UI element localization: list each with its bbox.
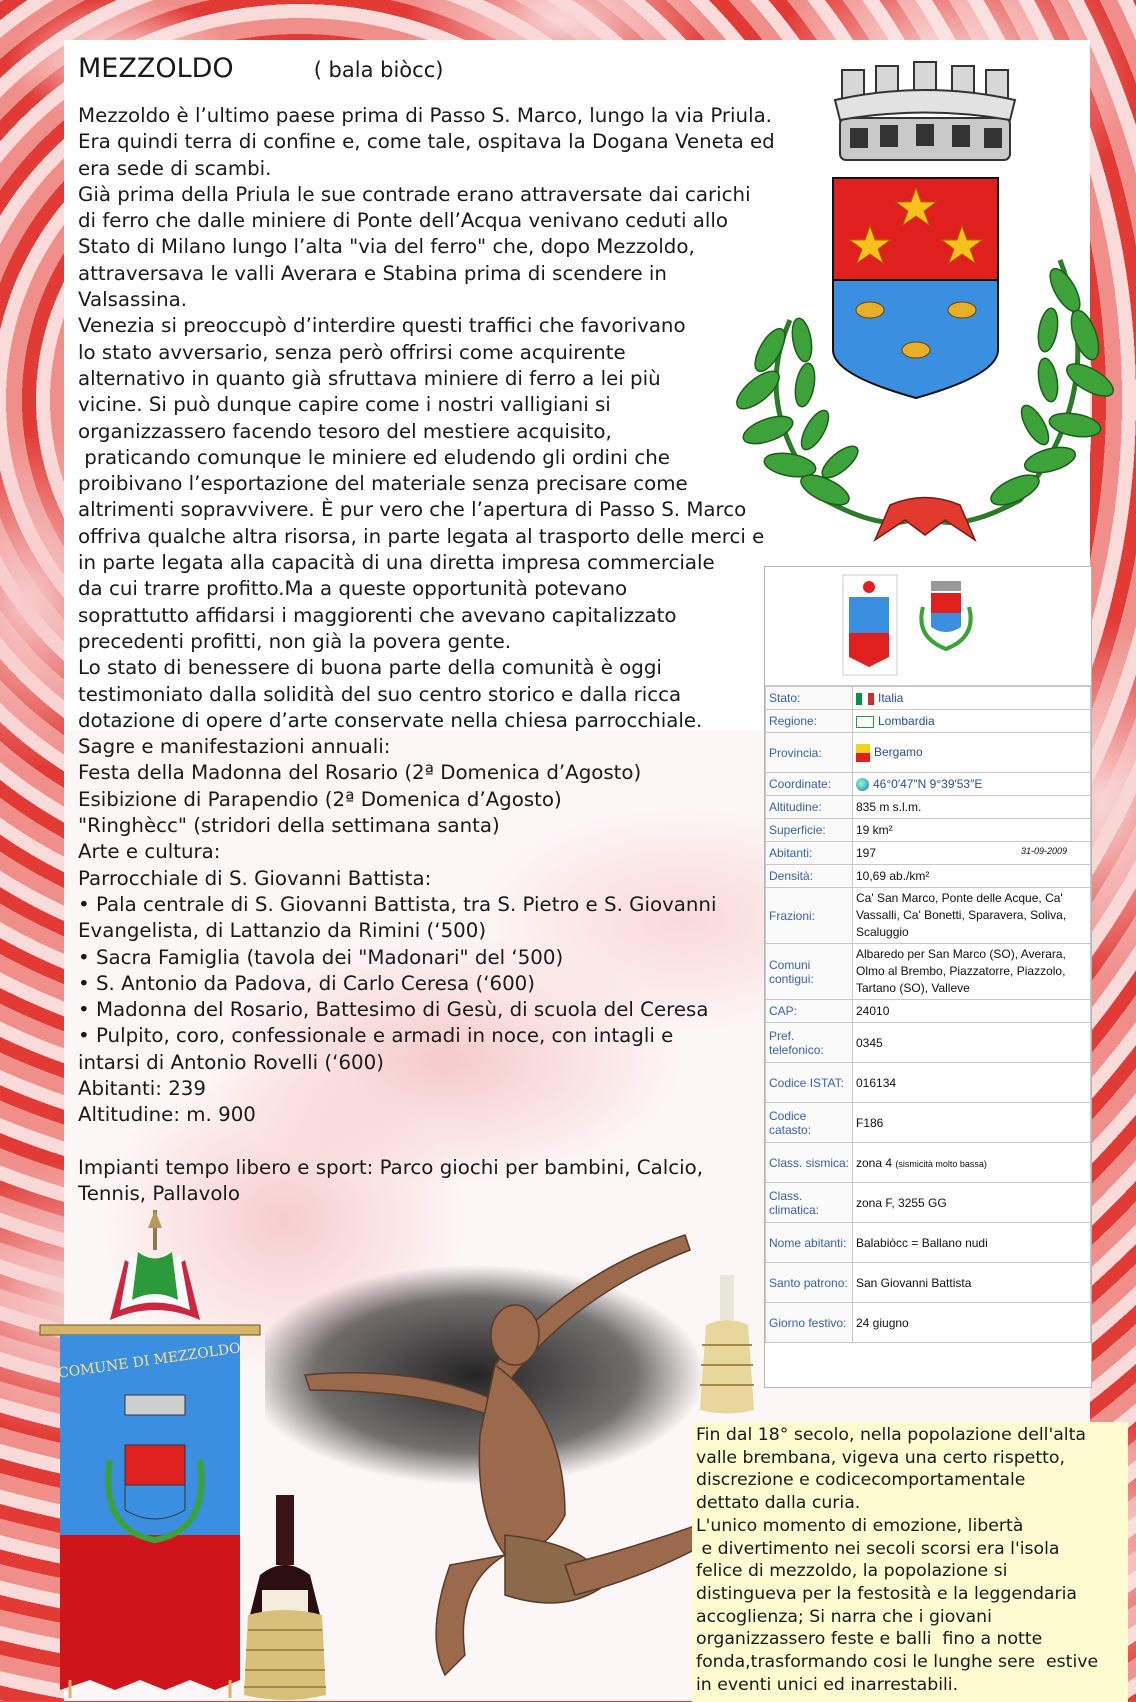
coat-of-arms-image	[730, 50, 1120, 545]
row-key-festivo: Giorno festivo:	[766, 1303, 853, 1343]
row-key-altitudine: Altitudine:	[766, 796, 853, 819]
row-value-patrono[interactable]: San Giovanni Battista	[853, 1263, 1091, 1303]
italy-flag-icon	[856, 693, 874, 705]
row-key-regione: Regione:	[766, 710, 853, 733]
row-value-abitanti: 197	[856, 846, 877, 860]
row-value-stato[interactable]: Italia	[878, 691, 904, 705]
shield	[833, 178, 998, 398]
row-key-stato: Stato:	[766, 687, 853, 710]
row-key-prefisso: Pref. telefonico:	[766, 1023, 853, 1063]
globe-icon	[856, 778, 869, 791]
row-key-climatica: Class. climatica:	[766, 1183, 853, 1223]
row-key-frazioni: Frazioni:	[766, 888, 853, 944]
row-value-istat: 016134	[853, 1063, 1091, 1103]
row-key-coordinate: Coordinate:	[766, 773, 853, 796]
row-value-climatica: zona F, 3255 GG	[853, 1183, 1091, 1223]
main-text	[78, 52, 838, 1207]
infobox-images	[765, 567, 1091, 686]
body-paragraph: Impianti tempo libero e sport: Parco giochi per bambini, Calcio, Tennis, Pallavolo	[78, 1155, 703, 1205]
mural-crown	[835, 62, 1015, 160]
coat-thumb-icon	[921, 581, 970, 649]
row-key-cap: CAP:	[766, 1000, 853, 1023]
row-key-comuni: Comuni contigui:	[766, 944, 853, 1000]
nickname: ( bala biòcc)	[313, 58, 444, 82]
page-title: MEZZOLDO	[78, 53, 234, 84]
row-value-comuni[interactable]: Albaredo per San Marco (SO), Averara, Olmo al Brembo, Piazzatorre, Piazzolo, Tartano (SO), Valleve	[853, 944, 1091, 1000]
row-key-sismica: Class. sismica:	[766, 1143, 853, 1183]
row-value-cap: 24010	[853, 1000, 1091, 1023]
row-value-frazioni: Ca' San Marco, Ponte delle Acque, Ca' Vassalli, Ca' Bonetti, Sparavera, Soliva, Scaluggio	[853, 888, 1091, 944]
note-paragraph: Fin dal 18° secolo, nella popolazione dell'alta valle brembana, vigeva una certo rispetto, discrezione e codicecomportamentale dettato dalla curia. L'unico momento di emozione, libertà e divertimento nei secoli scorsi era l'isola felice di mezzoldo, la popolazione si distingueva per la festosità e la leggendaria accoglienza; Si narra che i giovani organizzassero feste e balli fino a notte fonda,trasformando cosi le lunghe sere estive in eventi unici ed inarrestabili.	[696, 1425, 1099, 1695]
dancer-image	[265, 1215, 765, 1695]
row-key-catasto: Codice catasto:	[766, 1103, 853, 1143]
lombardia-flag-icon	[856, 716, 874, 728]
row-value-festivo[interactable]: 24 giugno	[853, 1303, 1091, 1343]
gonfalone-banner-image	[30, 1210, 270, 1700]
row-key-abitanti: Abitanti:	[766, 842, 853, 865]
row-value-prefisso[interactable]: 0345	[853, 1023, 1091, 1063]
sismica-note: (sismicità molto bassa)	[895, 1158, 987, 1169]
abitanti-date: 31-09-2009	[1020, 846, 1067, 856]
row-key-provincia: Provincia:	[766, 733, 853, 773]
body-paragraph: Mezzoldo è l’ultimo paese prima di Passo S. Marco, lungo la via Priula. Era quindi terra di confine e, come tale, ospitava la Dogana Veneta ed era sede di scambi. Già prima della Priula le sue contrade erano attraversate dai carichi di ferro che dalle miniere di Ponte dell’Acqua venivano ceduti allo Stato di Milano lungo l’alta "via del ferro" che, dopo Mezzoldo, attraversava le valli Averara e Stabina prima di scendere in Valsassina. Venezia si preoccupò d’interdire questi traffici che favorivano lo stato avversario, senza però offrirsi come acquirente alternativo in quanto già sfruttava miniere di ferro a lei più vicine. Si può dunque capire come i nostri valligiani si organizzassero facendo tesoro del mestiere acquisito, praticando comunque le miniere ed eludendo gli ordini che proibivano l’esportazione del materiale senza precisare come altrimenti sopravvivere. È pur vero che l’apertura di Passo S. Marco offriva qualche altra risorsa, in parte legata al trasporto delle merci e in parte legata alla capacità di una diretta impresa commerciale da cui trarre profitto.Ma a queste opportunità potevano soprattutto affidarsi i maggiorenti che avevano capitalizzato precedenti profitti, non già la povera gente. Lo stato di benessere di buona parte della comunità è oggi testimoniato dalla solidità del suo centro storico e dalla ricca dotazione di opere d’arte conservate nella chiesa parrocchiale. Sagre e manifestazioni annuali: Festa della Madonna del Rosario (2ª Domenica d’Agosto) Esibizione di Parapendio (2ª Domenica d’Agosto) "Ringhècc" (stridori della settimana santa) Arte e cultura: Parrocchiale di S. Giovanni Battista: • Pala centrale di S. Giovanni Battista, tra S. Pietro e S. Giovanni Evangelista, di Lattanzio da Rimini (‘500) • Sacra Famiglia (tavola dei "Madonari" del ‘500) • S. Antonio da Padova, di Carlo Ceresa (‘600) • Madonna del Rosario, Battesimo di Gesù, di scuola del Ceresa • Pulpito, coro, confessionale e armadi in noce, con intagli e intarsi di Antonio Rovelli (‘600) Abitanti: 239 Altitudine: m. 900	[78, 104, 775, 1127]
row-value-densita: 10,69 ab./km²	[853, 865, 1091, 888]
row-key-densita: Densità:	[766, 865, 853, 888]
row-value-altitudine: 835 m s.l.m.	[853, 796, 1091, 819]
row-value-regione[interactable]: Lombardia	[878, 714, 935, 728]
row-value-provincia[interactable]: Bergamo	[874, 744, 923, 759]
row-key-istat: Codice ISTAT:	[766, 1063, 853, 1103]
row-key-superficie: Superficie:	[766, 819, 853, 842]
row-value-nome-abitanti: Balabiòcc = Ballano nudi	[853, 1223, 1091, 1263]
row-value-catasto: F186	[853, 1103, 1091, 1143]
row-value-coordinate[interactable]: 46°0′47″N 9°39′53″E	[873, 776, 983, 791]
bergamo-arms-icon	[856, 744, 870, 762]
row-value-superficie: 19 km²	[853, 819, 1091, 842]
gonfalone-thumb-icon	[843, 575, 897, 675]
info-box	[764, 566, 1092, 1388]
ribbon	[875, 498, 975, 541]
row-key-nome-abitanti: Nome abitanti:	[766, 1223, 853, 1263]
row-value-sismica: zona 4	[856, 1155, 893, 1170]
info-table	[765, 686, 1091, 1343]
legend-note	[692, 1422, 1128, 1702]
row-key-patrono: Santo patrono:	[766, 1263, 853, 1303]
title-row	[78, 52, 838, 87]
banner-text: COMUNE DI MEZZOLDO	[57, 1340, 242, 1382]
